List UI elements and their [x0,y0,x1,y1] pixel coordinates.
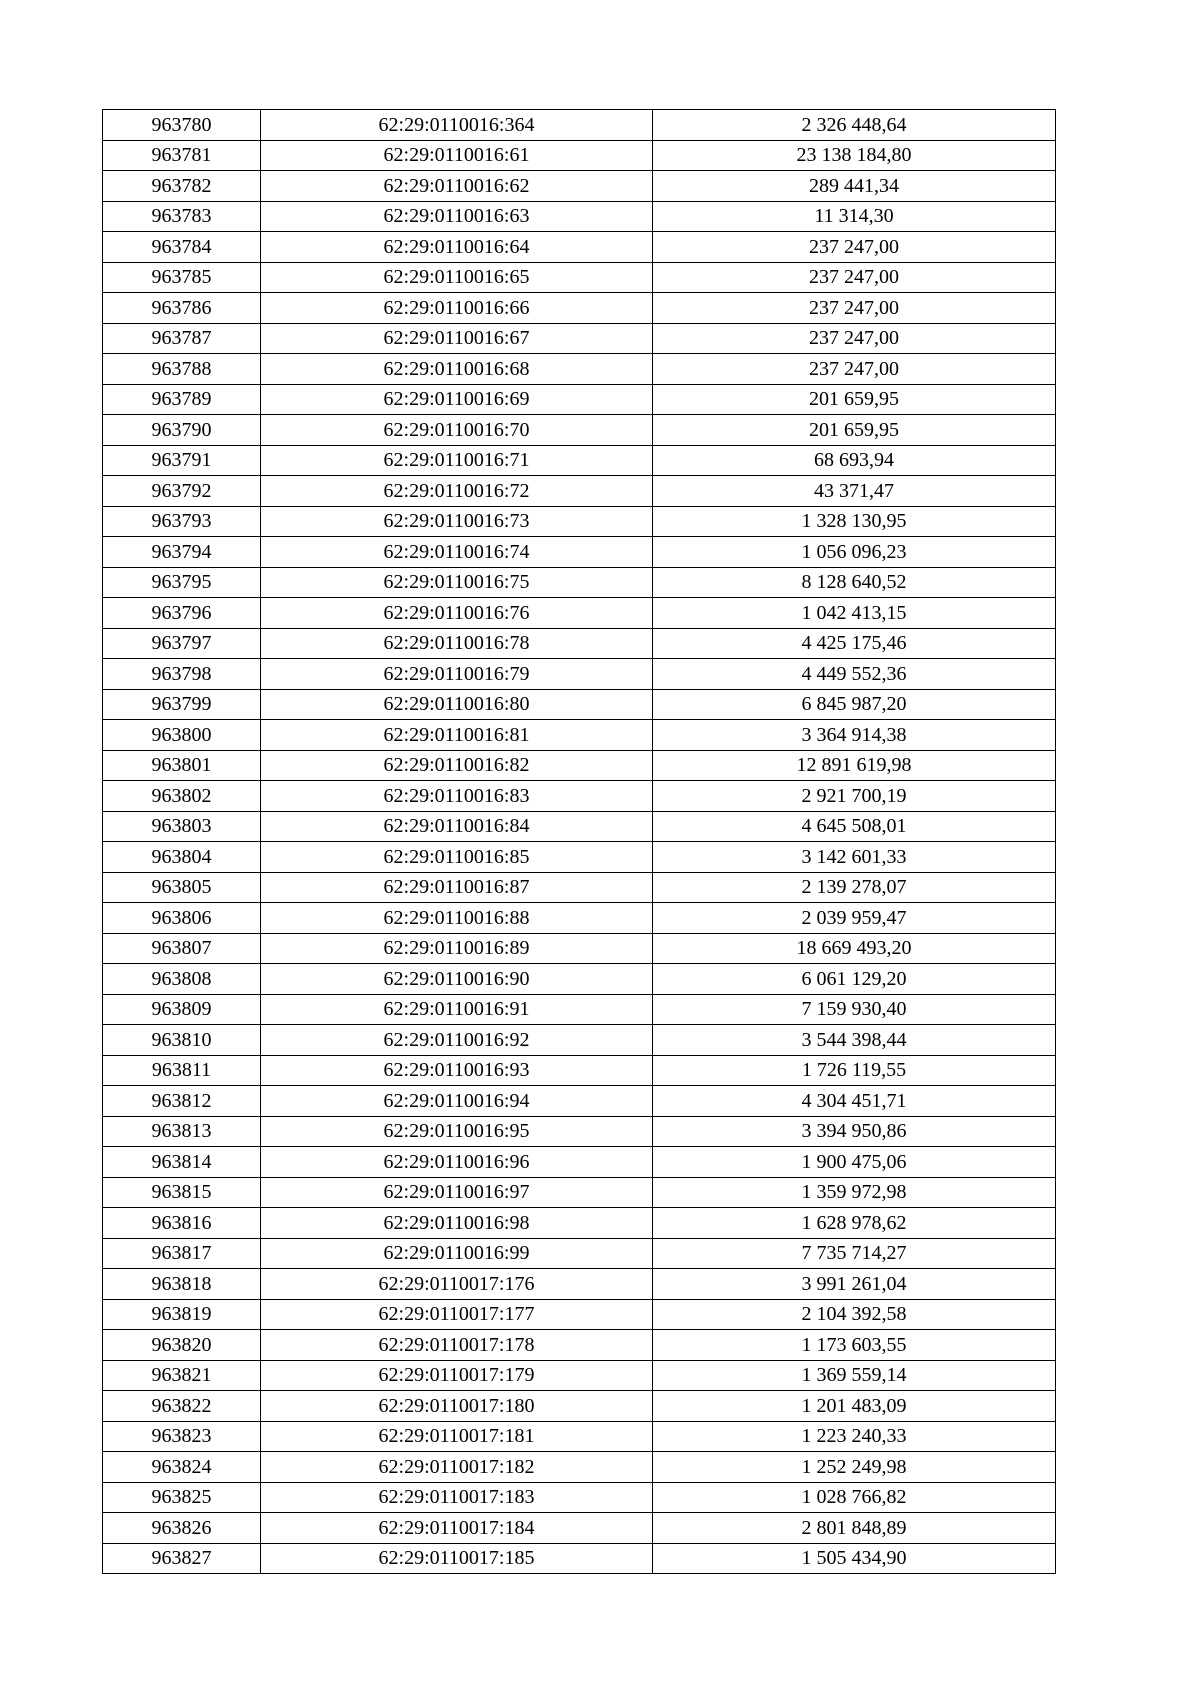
row-number-cell: 963793 [103,506,261,537]
cadastral-number-cell: 62:29:0110016:97 [261,1177,653,1208]
cadastral-number-cell: 62:29:0110016:71 [261,445,653,476]
table-row [103,1116,1056,1147]
cadastral-number-cell: 62:29:0110016:90 [261,964,653,995]
cadastral-number-cell: 62:29:0110016:72 [261,476,653,507]
cadastral-number-cell: 62:29:0110017:184 [261,1513,653,1544]
table-row [103,903,1056,934]
row-number-cell: 963780 [103,110,261,141]
table-row [103,110,1056,141]
value-cell: 4 425 175,46 [653,628,1056,659]
table-row [103,476,1056,507]
cadastral-number-cell: 62:29:0110016:81 [261,720,653,751]
cadastral-number-cell: 62:29:0110017:183 [261,1482,653,1513]
row-number-cell: 963791 [103,445,261,476]
table-row [103,1330,1056,1361]
cadastral-number-cell: 62:29:0110016:93 [261,1055,653,1086]
value-cell: 3 142 601,33 [653,842,1056,873]
row-number-cell: 963815 [103,1177,261,1208]
value-cell: 3 544 398,44 [653,1025,1056,1056]
row-number-cell: 963803 [103,811,261,842]
table-row [103,232,1056,263]
row-number-cell: 963796 [103,598,261,629]
cadastral-number-cell: 62:29:0110017:179 [261,1360,653,1391]
row-number-cell: 963783 [103,201,261,232]
table-row [103,1269,1056,1300]
table-row [103,1360,1056,1391]
cadastral-number-cell: 62:29:0110016:89 [261,933,653,964]
row-number-cell: 963808 [103,964,261,995]
value-cell: 289 441,34 [653,171,1056,202]
value-cell: 7 159 930,40 [653,994,1056,1025]
row-number-cell: 963812 [103,1086,261,1117]
value-cell: 6 845 987,20 [653,689,1056,720]
value-cell: 3 364 914,38 [653,720,1056,751]
table-row [103,1208,1056,1239]
table-row [103,171,1056,202]
value-cell: 7 735 714,27 [653,1238,1056,1269]
value-cell: 237 247,00 [653,232,1056,263]
row-number-cell: 963787 [103,323,261,354]
table-row [103,537,1056,568]
row-number-cell: 963813 [103,1116,261,1147]
cadastral-number-cell: 62:29:0110016:91 [261,994,653,1025]
row-number-cell: 963807 [103,933,261,964]
table-row [103,1482,1056,1513]
value-cell: 68 693,94 [653,445,1056,476]
cadastral-number-cell: 62:29:0110016:61 [261,140,653,171]
value-cell: 1 056 096,23 [653,537,1056,568]
row-number-cell: 963825 [103,1482,261,1513]
row-number-cell: 963805 [103,872,261,903]
table-row [103,1513,1056,1544]
cadastral-number-cell: 62:29:0110016:88 [261,903,653,934]
cadastral-number-cell: 62:29:0110016:87 [261,872,653,903]
table-row [103,1238,1056,1269]
table-row [103,1055,1056,1086]
table-row [103,1086,1056,1117]
row-number-cell: 963826 [103,1513,261,1544]
row-number-cell: 963806 [103,903,261,934]
cadastral-number-cell: 62:29:0110016:95 [261,1116,653,1147]
row-number-cell: 963792 [103,476,261,507]
value-cell: 201 659,95 [653,415,1056,446]
value-cell: 237 247,00 [653,323,1056,354]
row-number-cell: 963802 [103,781,261,812]
value-cell: 6 061 129,20 [653,964,1056,995]
table-row [103,628,1056,659]
value-cell: 1 028 766,82 [653,1482,1056,1513]
row-number-cell: 963819 [103,1299,261,1330]
row-number-cell: 963814 [103,1147,261,1178]
value-cell: 237 247,00 [653,354,1056,385]
table-row [103,689,1056,720]
value-cell: 11 314,30 [653,201,1056,232]
row-number-cell: 963820 [103,1330,261,1361]
cadastral-number-cell: 62:29:0110017:180 [261,1391,653,1422]
table-row [103,384,1056,415]
cadastral-number-cell: 62:29:0110017:178 [261,1330,653,1361]
row-number-cell: 963797 [103,628,261,659]
row-number-cell: 963827 [103,1543,261,1574]
value-cell: 43 371,47 [653,476,1056,507]
table-row [103,1177,1056,1208]
value-cell: 8 128 640,52 [653,567,1056,598]
value-cell: 1 223 240,33 [653,1421,1056,1452]
value-cell: 2 039 959,47 [653,903,1056,934]
table-row [103,1025,1056,1056]
row-number-cell: 963799 [103,689,261,720]
row-number-cell: 963818 [103,1269,261,1300]
cadastral-number-cell: 62:29:0110016:67 [261,323,653,354]
cadastral-number-cell: 62:29:0110016:68 [261,354,653,385]
row-number-cell: 963800 [103,720,261,751]
table-row [103,750,1056,781]
table-row [103,781,1056,812]
value-cell: 2 139 278,07 [653,872,1056,903]
value-cell: 2 921 700,19 [653,781,1056,812]
value-cell: 4 645 508,01 [653,811,1056,842]
value-cell: 1 628 978,62 [653,1208,1056,1239]
cadastral-number-cell: 62:29:0110016:76 [261,598,653,629]
cadastral-number-cell: 62:29:0110016:63 [261,201,653,232]
row-number-cell: 963809 [103,994,261,1025]
row-number-cell: 963811 [103,1055,261,1086]
cadastral-number-cell: 62:29:0110016:65 [261,262,653,293]
cadastral-number-cell: 62:29:0110016:79 [261,659,653,690]
cadastral-number-cell: 62:29:0110016:62 [261,171,653,202]
table-row [103,506,1056,537]
row-number-cell: 963782 [103,171,261,202]
value-cell: 4 449 552,36 [653,659,1056,690]
table-row [103,201,1056,232]
value-cell: 2 104 392,58 [653,1299,1056,1330]
table-row [103,811,1056,842]
value-cell: 2 326 448,64 [653,110,1056,141]
row-number-cell: 963816 [103,1208,261,1239]
cadastral-number-cell: 62:29:0110016:98 [261,1208,653,1239]
cadastral-number-cell: 62:29:0110016:73 [261,506,653,537]
table-row [103,598,1056,629]
row-number-cell: 963789 [103,384,261,415]
value-cell: 12 891 619,98 [653,750,1056,781]
cadastral-number-cell: 62:29:0110017:182 [261,1452,653,1483]
table-row [103,933,1056,964]
value-cell: 1 328 130,95 [653,506,1056,537]
cadastral-number-cell: 62:29:0110016:74 [261,537,653,568]
value-cell: 1 369 559,14 [653,1360,1056,1391]
table-row [103,1299,1056,1330]
cadastral-number-cell: 62:29:0110016:66 [261,293,653,324]
cadastral-number-cell: 62:29:0110016:78 [261,628,653,659]
row-number-cell: 963821 [103,1360,261,1391]
value-cell: 237 247,00 [653,262,1056,293]
cadastral-number-cell: 62:29:0110017:181 [261,1421,653,1452]
value-cell: 1 252 249,98 [653,1452,1056,1483]
row-number-cell: 963823 [103,1421,261,1452]
value-cell: 1 201 483,09 [653,1391,1056,1422]
row-number-cell: 963788 [103,354,261,385]
cadastral-number-cell: 62:29:0110016:94 [261,1086,653,1117]
value-cell: 18 669 493,20 [653,933,1056,964]
value-cell: 1 173 603,55 [653,1330,1056,1361]
row-number-cell: 963801 [103,750,261,781]
value-cell: 1 900 475,06 [653,1147,1056,1178]
cadastral-number-cell: 62:29:0110017:176 [261,1269,653,1300]
table-row [103,994,1056,1025]
table-row [103,293,1056,324]
table-row [103,872,1056,903]
cadastral-number-cell: 62:29:0110016:64 [261,232,653,263]
row-number-cell: 963804 [103,842,261,873]
table-row [103,140,1056,171]
value-cell: 4 304 451,71 [653,1086,1056,1117]
table-row [103,354,1056,385]
value-cell: 1 359 972,98 [653,1177,1056,1208]
cadastral-number-cell: 62:29:0110016:85 [261,842,653,873]
cadastral-number-cell: 62:29:0110016:82 [261,750,653,781]
cadastral-number-cell: 62:29:0110016:99 [261,1238,653,1269]
row-number-cell: 963784 [103,232,261,263]
value-cell: 3 394 950,86 [653,1116,1056,1147]
table-row [103,1391,1056,1422]
row-number-cell: 963824 [103,1452,261,1483]
row-number-cell: 963781 [103,140,261,171]
row-number-cell: 963790 [103,415,261,446]
cadastral-value-table [102,109,1056,1574]
table-row [103,659,1056,690]
cadastral-number-cell: 62:29:0110016:84 [261,811,653,842]
table-row [103,964,1056,995]
cadastral-number-cell: 62:29:0110016:70 [261,415,653,446]
value-cell: 1 505 434,90 [653,1543,1056,1574]
row-number-cell: 963795 [103,567,261,598]
table-row [103,1543,1056,1574]
row-number-cell: 963794 [103,537,261,568]
table-row [103,262,1056,293]
cadastral-number-cell: 62:29:0110016:80 [261,689,653,720]
value-cell: 1 042 413,15 [653,598,1056,629]
table-row [103,1452,1056,1483]
table-row [103,323,1056,354]
row-number-cell: 963810 [103,1025,261,1056]
cadastral-number-cell: 62:29:0110017:185 [261,1543,653,1574]
cadastral-number-cell: 62:29:0110016:69 [261,384,653,415]
cadastral-number-cell: 62:29:0110016:92 [261,1025,653,1056]
value-cell: 1 726 119,55 [653,1055,1056,1086]
value-cell: 2 801 848,89 [653,1513,1056,1544]
table-body [103,110,1056,1574]
value-cell: 237 247,00 [653,293,1056,324]
row-number-cell: 963817 [103,1238,261,1269]
table-row [103,720,1056,751]
table-row [103,842,1056,873]
cadastral-number-cell: 62:29:0110016:83 [261,781,653,812]
table-row [103,1421,1056,1452]
table-row [103,445,1056,476]
table-row [103,1147,1056,1178]
value-cell: 3 991 261,04 [653,1269,1056,1300]
cadastral-number-cell: 62:29:0110016:75 [261,567,653,598]
cadastral-number-cell: 62:29:0110016:96 [261,1147,653,1178]
table-row [103,567,1056,598]
table-row [103,415,1056,446]
row-number-cell: 963798 [103,659,261,690]
value-cell: 201 659,95 [653,384,1056,415]
row-number-cell: 963786 [103,293,261,324]
cadastral-number-cell: 62:29:0110017:177 [261,1299,653,1330]
cadastral-number-cell: 62:29:0110016:364 [261,110,653,141]
value-cell: 23 138 184,80 [653,140,1056,171]
row-number-cell: 963785 [103,262,261,293]
row-number-cell: 963822 [103,1391,261,1422]
